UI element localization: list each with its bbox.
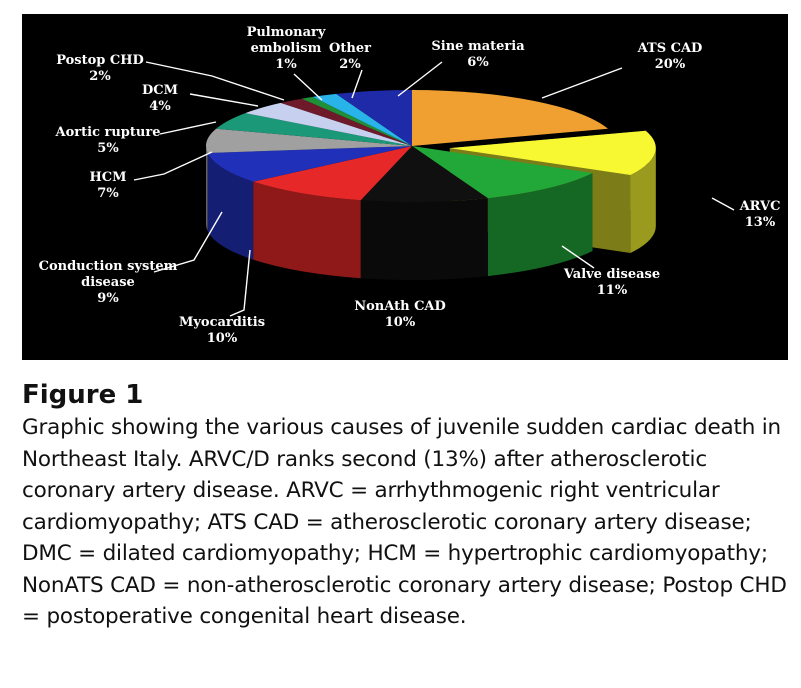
leader-line [712, 198, 734, 210]
slice-label-hcm: HCM 7% [89, 170, 127, 201]
pie-side-hcm [206, 146, 208, 231]
figure-title: Figure 1 [22, 380, 144, 410]
slice-label-arvc: ARVC 13% [739, 199, 781, 230]
leader-line [230, 250, 250, 316]
figure-caption [22, 378, 788, 633]
leader-line [160, 122, 216, 134]
slice-label-myocarditis: Myocarditis 10% [178, 315, 266, 346]
slice-label-aortic-rupture: Aortic rupture 5% [55, 125, 161, 156]
slice-label-ats-cad: ATS CAD 20% [637, 41, 703, 72]
slice-label-other: Other 2% [329, 41, 371, 72]
pie-chart [22, 14, 788, 360]
pie-chart-panel [22, 14, 788, 360]
leader-line [190, 94, 258, 106]
slice-label-dcm: DCM 4% [141, 83, 179, 114]
slice-label-conduction-system-disease: Conduction system disease 9% [38, 259, 178, 306]
slice-label-postop-chd: Postop CHD 2% [56, 53, 144, 84]
leader-line [294, 74, 322, 100]
slice-label-nonath-cad: NonAth CAD 10% [354, 299, 446, 330]
slice-label-sine-materia: Sine materia 6% [431, 39, 525, 70]
figure-caption-text: Graphic showing the various causes of juvenile sudden cardiac death in Northeast Italy. ARVC/D ranks second (13%) after atherosclerotic coronary artery disease. ARVC = arrhythmogenic right ventricular cardiomyopathy; ATS CAD = atherosclerotic coronary artery disease; DMC = dilated cardiomyopathy; HCM = hypertrophic cardiomyopathy; NonATS CAD = non-atherosclerotic coronary artery disease; Postop CHD = postoperative congenital heart disease. [22, 415, 787, 629]
leader-line [134, 152, 212, 180]
slice-label-pulmonary-embolism: Pulmonary embolism 1% [246, 25, 326, 72]
leader-line [542, 68, 622, 98]
slice-label-valve-disease: Valve disease 11% [563, 267, 661, 298]
pie-side-nonath-cad [361, 198, 488, 280]
